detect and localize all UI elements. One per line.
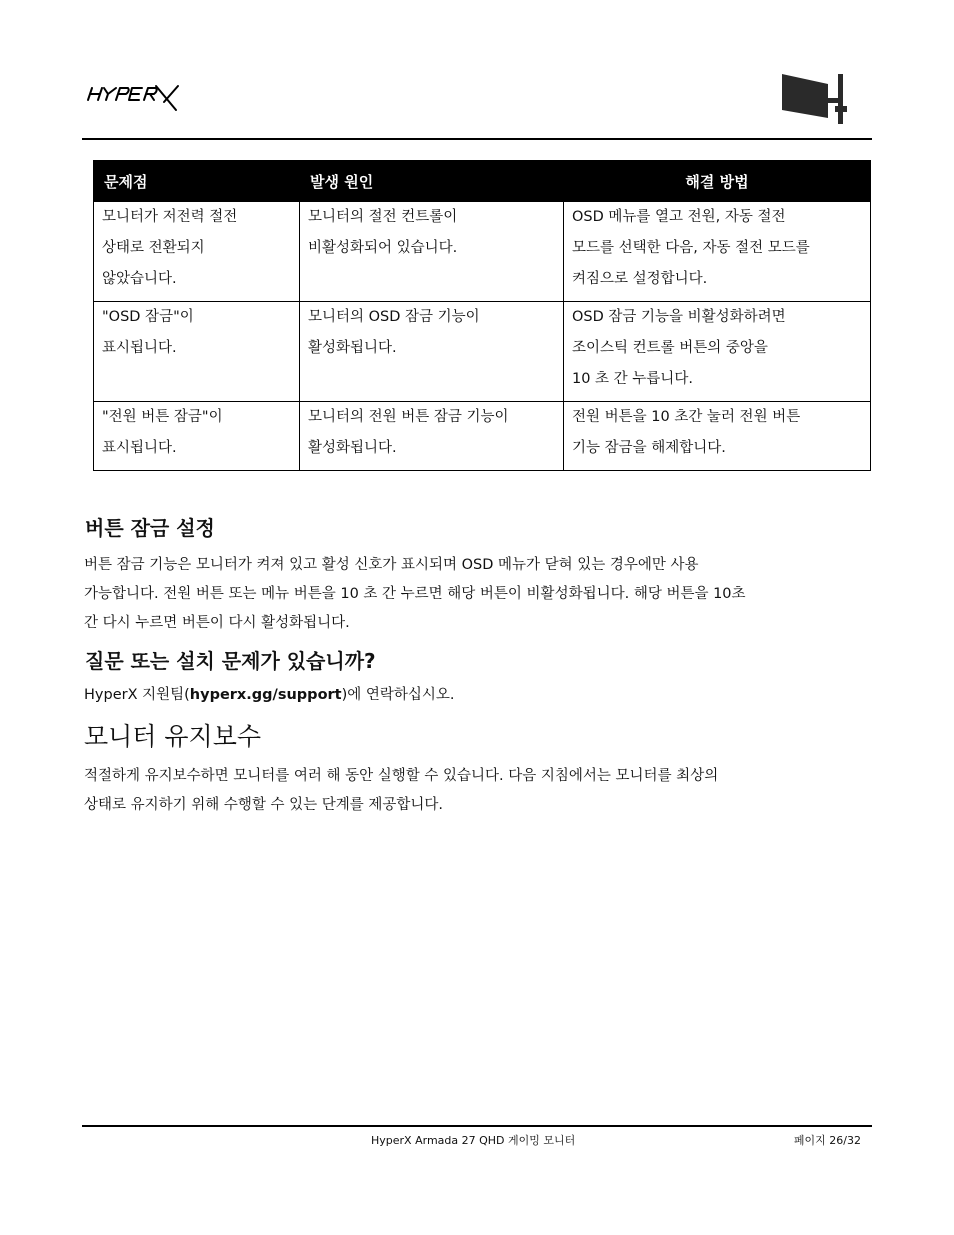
- hyperx-logo: [84, 82, 184, 112]
- solution-cell: [564, 402, 871, 471]
- monitor-arm-icon: [780, 72, 852, 126]
- cell-line: 상태로 전환되지: [102, 240, 205, 256]
- footer-page-number: 페이지 26/32: [793, 1134, 861, 1147]
- cause-cell: [300, 402, 564, 471]
- cell-line: 않았습니다.: [102, 271, 177, 287]
- cell-line: 10 초 간 누릅니다.: [572, 371, 693, 387]
- cell-line: 조이스틱 컨트롤 버튼의 중앙을: [572, 340, 768, 356]
- cell-line: 모니터의 전원 버튼 잠금 기능이: [308, 409, 509, 425]
- questions-heading: 질문 또는 설치 문제가 있습니까?: [85, 649, 376, 673]
- button-lock-heading: 버튼 잠금 설정: [85, 516, 215, 540]
- paragraph-line: 버튼 잠금 기능은 모니터가 켜져 있고 활성 신호가 표시되며 OSD 메뉴가 닫혀 있는 경우에만 사용: [84, 557, 699, 573]
- support-link[interactable]: hyperx.gg/support: [189, 687, 342, 703]
- cell-line: OSD 잠금 기능을 비활성화하려면: [572, 309, 786, 325]
- table-header-row: [94, 161, 871, 202]
- problem-cell: [94, 402, 300, 471]
- problem-cell: [94, 202, 300, 302]
- maintenance-heading: 모니터 유지보수: [84, 722, 261, 751]
- column-header-solution: 해결 방법: [564, 161, 871, 202]
- cell-line: 켜짐으로 설정합니다.: [572, 271, 708, 287]
- cause-cell: [300, 302, 564, 402]
- cell-line: 모드를 선택한 다음, 자동 절전 모드를: [572, 240, 810, 256]
- cell-line: 전원 버튼을 10 초간 눌러 전원 버튼: [572, 409, 801, 425]
- cell-line: "전원 버튼 잠금"이: [102, 409, 223, 425]
- cell-line: 활성화됩니다.: [308, 440, 397, 456]
- troubleshooting-table: [93, 160, 871, 471]
- cell-line: 기능 잠금을 해제합니다.: [572, 440, 726, 456]
- header-divider: [82, 138, 872, 140]
- cell-line: 모니터의 OSD 잠금 기능이: [308, 309, 480, 325]
- paragraph-line: 가능합니다. 전원 버튼 또는 메뉴 버튼을 10 초 간 누르면 해당 버튼이 비활성화됩니다. 해당 버튼을 10초: [84, 586, 746, 602]
- maintenance-paragraph: [84, 762, 874, 820]
- cause-cell: [300, 202, 564, 302]
- cell-line: "OSD 잠금"이: [102, 309, 194, 325]
- problem-cell: [94, 302, 300, 402]
- table-row: [94, 302, 871, 402]
- cell-line: 모니터가 저전력 절전: [102, 209, 238, 225]
- cell-line: 표시됩니다.: [102, 340, 177, 356]
- support-contact-line: [84, 683, 455, 704]
- paragraph-line: 간 다시 누르면 버튼이 다시 활성화됩니다.: [84, 615, 350, 631]
- cell-line: 비활성화되어 있습니다.: [308, 240, 458, 256]
- solution-cell: [564, 302, 871, 402]
- cell-line: 모니터의 절전 컨트롤이: [308, 209, 458, 225]
- table-row: [94, 402, 871, 471]
- solution-cell: [564, 202, 871, 302]
- cell-line: OSD 메뉴를 열고 전원, 자동 절전: [572, 209, 786, 225]
- cell-line: 활성화됩니다.: [308, 340, 397, 356]
- cell-line: 표시됩니다.: [102, 440, 177, 456]
- support-suffix: )에 연락하십시오.: [341, 687, 455, 703]
- footer-divider: [82, 1125, 872, 1127]
- paragraph-line: 상태로 유지하기 위해 수행할 수 있는 단계를 제공합니다.: [84, 797, 444, 813]
- support-prefix: HyperX 지원팀(: [84, 687, 190, 703]
- footer-document-title: HyperX Armada 27 QHD 게이밍 모니터: [371, 1134, 576, 1147]
- table-row: [94, 202, 871, 302]
- button-lock-paragraph: [84, 551, 874, 638]
- column-header-cause: 발생 원인: [300, 161, 564, 202]
- column-header-problem: 문제점: [94, 161, 300, 202]
- paragraph-line: 적절하게 유지보수하면 모니터를 여러 해 동안 실행할 수 있습니다. 다음 지침에서는 모니터를 최상의: [84, 768, 719, 784]
